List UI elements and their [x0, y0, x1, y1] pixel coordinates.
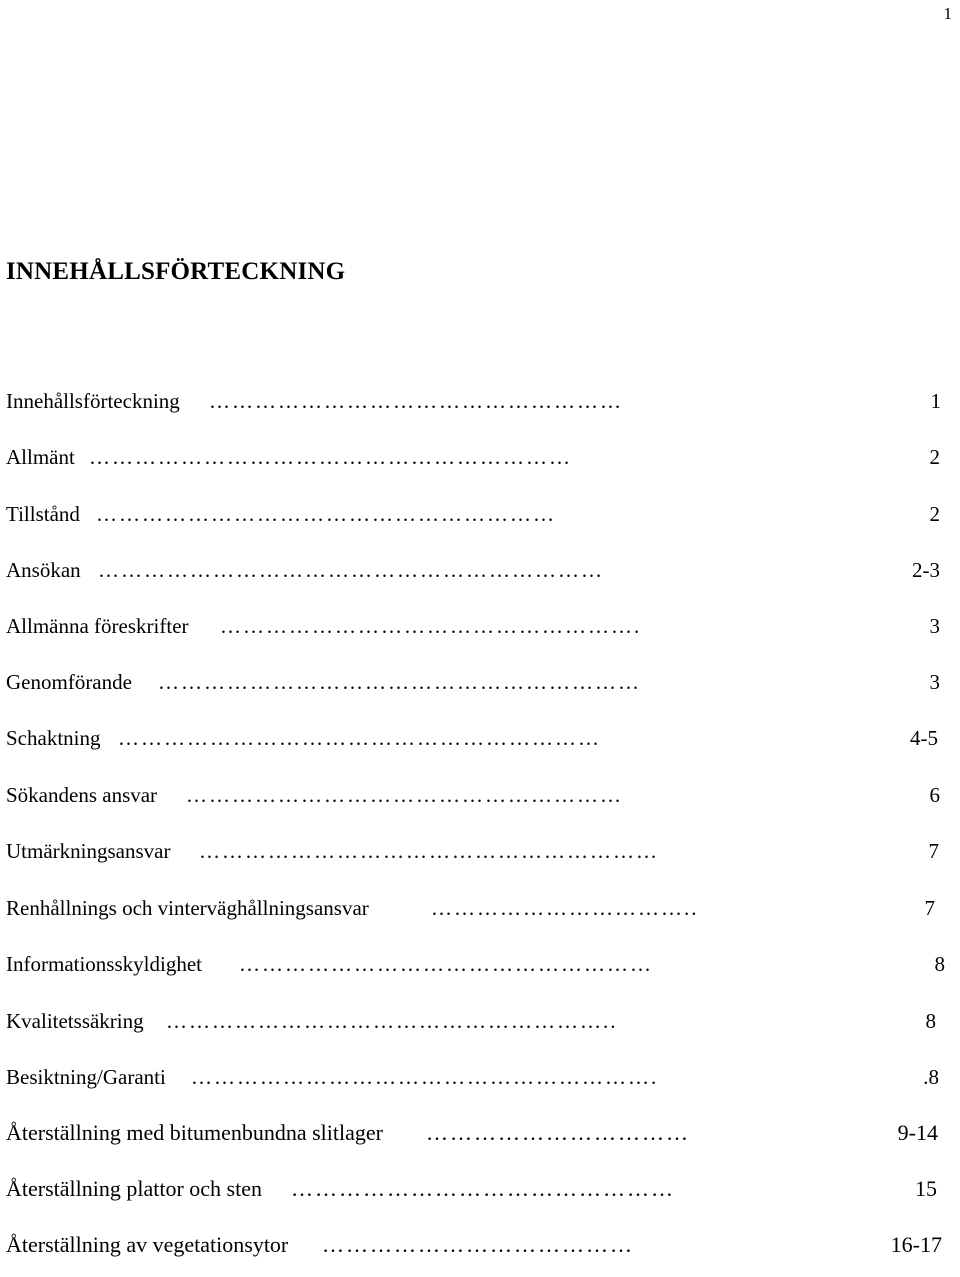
toc-entry-title: Genomförande — [6, 670, 132, 694]
toc-entry-leader: ……………………………………………………… — [158, 670, 641, 694]
toc-entry-page: 16-17 — [890, 1232, 942, 1257]
toc-entry-leader: ……………………………………………… — [239, 952, 653, 976]
toc-entry-page: 4-5 — [910, 726, 938, 750]
toc-entry-page: 7 — [924, 896, 935, 920]
toc-entry-page: 6 — [929, 783, 940, 807]
toc-entry-page: 8 — [925, 1009, 936, 1033]
toc-entry — [6, 1172, 937, 1206]
toc-entry-title: Innehållsförteckning — [6, 389, 180, 413]
toc-entry-page: 1 — [930, 389, 941, 413]
toc-entry-leader: ………………………………………… — [291, 1176, 675, 1201]
toc-entry-title: Sökandens ansvar — [6, 783, 158, 807]
toc-entry-page: 2 — [929, 445, 940, 469]
toc-entry-page: 3 — [929, 670, 940, 694]
toc-entry — [6, 1060, 939, 1094]
toc-entry-leader: ……………………………………………………… — [89, 445, 572, 469]
toc-entry-title: Utmärkningsansvar — [6, 839, 171, 863]
toc-entry-leader: …………………………………………………… — [96, 502, 556, 526]
toc-entry — [6, 721, 938, 755]
toc-entry — [6, 834, 939, 868]
toc-entry-leader: ……………………………………………………… — [118, 726, 601, 750]
toc-entry-leader: ………………………………………………………… — [98, 558, 604, 582]
toc-entry-title: Tillstånd — [6, 502, 80, 526]
toc-entry-leader: …………………………………………………… — [199, 839, 659, 863]
toc-entry — [6, 1116, 938, 1150]
toc-entry-title: Renhållnings och vinterväghållningsansvar — [6, 896, 369, 920]
toc-entry — [6, 778, 940, 812]
toc-entry-title: Schaktning — [6, 726, 101, 750]
toc-entry — [6, 609, 940, 643]
toc-entry-leader: ……………………………………………………. — [191, 1065, 659, 1089]
toc-entry — [6, 440, 940, 474]
toc-entry-title: Besiktning/Garanti — [6, 1065, 166, 1089]
toc-entry-leader: ……………………………………………… — [209, 389, 623, 413]
toc-entry-page: 15 — [915, 1176, 937, 1201]
toc-entry-title: Allmänt — [6, 445, 75, 469]
toc-entry — [6, 553, 940, 587]
toc-entry-leader: …………………………….. — [431, 896, 699, 920]
toc-entry-title: Återställning plattor och sten — [6, 1176, 262, 1201]
toc-entry-page: 7 — [928, 839, 939, 863]
toc-entry-title: Återställning av vegetationsytor — [6, 1232, 289, 1257]
page-number: 1 — [943, 4, 952, 23]
toc-entry-page: 3 — [929, 614, 940, 638]
toc-entry — [6, 384, 941, 418]
toc-entry-leader: …………………………… — [426, 1120, 690, 1145]
toc-entry-title: Ansökan — [6, 558, 81, 582]
toc-entry — [6, 1228, 942, 1262]
toc-entry-page: 2 — [929, 502, 940, 526]
toc-entry-leader: ………………………………… — [322, 1232, 634, 1257]
toc-entry-leader: ………………………………………………… — [186, 783, 623, 807]
toc-entry — [6, 891, 935, 925]
toc-entry-title: Kvalitetssäkring — [6, 1009, 144, 1033]
toc-entry-page: 8 — [934, 952, 945, 976]
toc-entry-title: Informationsskyldighet — [6, 952, 202, 976]
toc-entry-leader: ………………………………………………….. — [166, 1009, 618, 1033]
toc-entry-page: 2-3 — [912, 558, 940, 582]
toc-entry-title: Återställning med bitumenbundna slitlager — [6, 1120, 383, 1145]
toc-entry-leader: ………………………………………………. — [220, 614, 642, 638]
document-title: INNEHÅLLSFÖRTECKNING — [6, 258, 346, 285]
toc-entry — [6, 947, 945, 981]
toc-entry-page: 9-14 — [897, 1120, 938, 1145]
toc-entry — [6, 1004, 936, 1038]
toc-entry — [6, 665, 940, 699]
toc-entry-title: Allmänna föreskrifter — [6, 614, 189, 638]
toc-entry-page: .8 — [923, 1065, 939, 1089]
toc-entry — [6, 497, 940, 531]
